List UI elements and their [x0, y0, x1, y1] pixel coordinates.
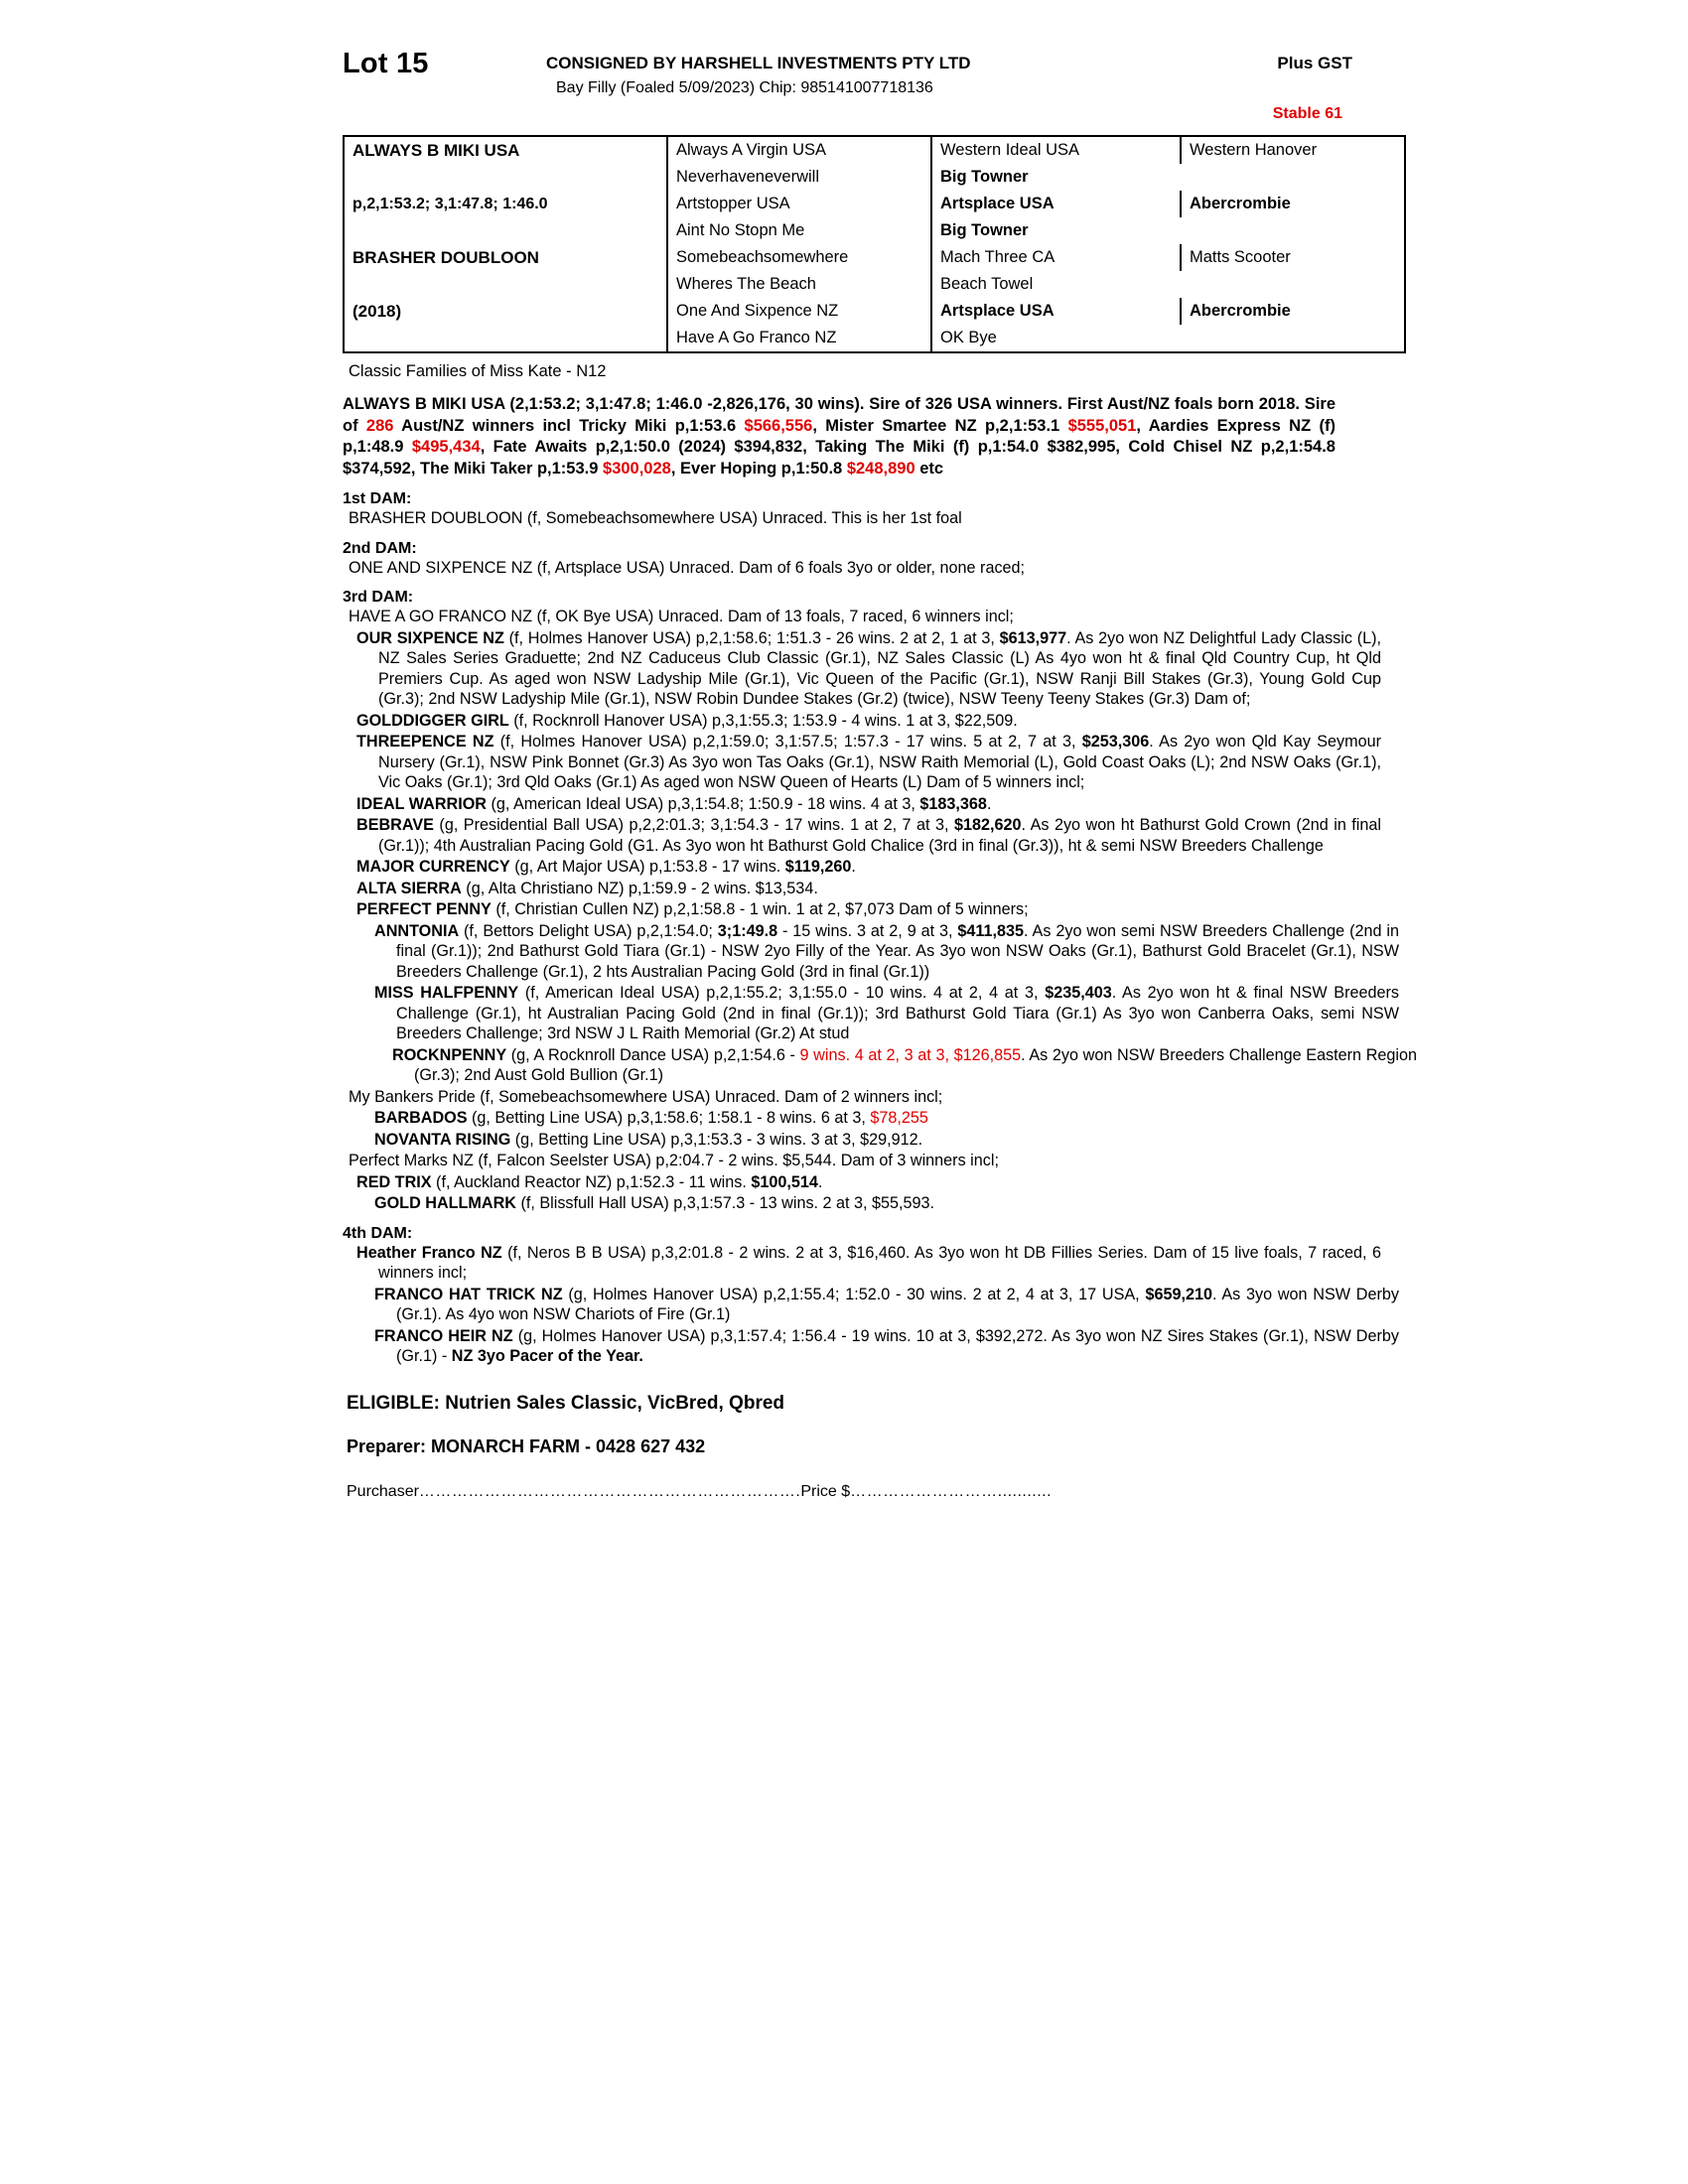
sire-winners-count: 286 [365, 416, 394, 435]
progeny-detail-2: . As 2yo won semi NSW Breeders Challenge (2nd in final (Gr.1)); 2nd Bathurst Gold Tiara (Gr.1) - NSW 2yo Filly of the Year. As 3yo won NSW Oaks (Gr.1), Bathurst Gold Bracelet (Gr.1), NSW Breeders Challenge (Gr.1), 2 hts Australian Pacing Gold (3rd in final (Gr.1)) [396, 921, 1399, 981]
table-row [344, 244, 1405, 271]
pedigree-cell: One And Sixpence NZ [667, 298, 931, 325]
pedigree-sire-cell [344, 136, 667, 191]
progeny-name: PERFECT PENNY [356, 900, 492, 918]
sire-name: ALWAYS B MIKI USA [352, 141, 520, 160]
progeny-name: BARBADOS [374, 1109, 468, 1127]
progeny-detail-2: . As 2yo won NZ Delightful Lady Classic (L), NZ Sales Series Graduette; 2nd NZ Caduceus Club Classic (Gr.1), NZ Sales Classic (L) As 4yo won ht & final Qld Country Cup, ht Qld Premiers Cup. As aged won NSW Ladyship Mile (Gr.1), Vic Queen of the Pacific (Gr.1), NSW Ranji Bill Stakes (Gr.3), Young Gold Cup (Gr.3); 2nd NSW Ladyship Mile (Gr.1), NSW Robin Dundee Stakes (Gr.2) (twice), NSW Teeny Teeny Stakes (Gr.3) Dam of; [378, 628, 1381, 708]
progeny-earnings: $613,977 [999, 628, 1067, 647]
price-label: Price $ [800, 1482, 851, 1500]
earnings-value: $555,051 [1067, 416, 1137, 435]
earnings-value: $495,434 [411, 438, 481, 456]
progeny-major-currency [343, 857, 1381, 878]
pedigree-cell: Western Hanover [1181, 136, 1405, 164]
progeny-detail: (g, A Rocknroll Dance USA) p,2,1:54.6 - [506, 1045, 800, 1064]
pedigree-dam-year-cell [344, 298, 667, 352]
progeny-name: GOLDDIGGER GIRL [356, 711, 509, 730]
progeny-name: FRANCO HEIR NZ [374, 1326, 513, 1345]
fourth-dam-franco-hat-trick [343, 1285, 1399, 1325]
sire-summary-paragraph [343, 394, 1336, 479]
pedigree-cell: Somebeachsomewhere [667, 244, 931, 271]
progeny-name: MAJOR CURRENCY [356, 858, 510, 876]
progeny-earnings: $659,210 [1145, 1285, 1212, 1303]
progeny-bebrave [343, 815, 1381, 856]
progeny-detail: (g, American Ideal USA) p,3,1:54.8; 1:50.9 - 18 wins. 4 at 3, [487, 794, 920, 813]
pedigree-cell: Matts Scooter [1181, 244, 1405, 271]
dam-year: (2018) [352, 302, 402, 321]
sire-performance: p,2,1:53.2; 3,1:47.8; 1:46.0 [352, 196, 548, 212]
progeny-detail: (g, Presidential Ball USA) p,2,2:01.3; 3,1:54.3 - 17 wins. 1 at 2, 7 at 3, [433, 816, 954, 834]
pedigree-sire-perf-cell [344, 191, 667, 244]
progeny-detail: (f, Bettors Delight USA) p,2,1:54.0; [459, 921, 718, 940]
progeny-threepence [343, 732, 1381, 793]
third-dam-header: 3rd DAM: [343, 589, 414, 606]
progeny-detail: (f, Auckland Reactor NZ) p,1:52.3 - 11 wins. [431, 1172, 752, 1191]
progeny-detail: (f, Blissfull Hall USA) p,3,1:57.3 - 13 wins. 2 at 3, $55,593. [515, 1194, 935, 1212]
progeny-name: GOLD HALLMARK [374, 1194, 516, 1212]
pedigree-cell: Big Towner [931, 164, 1181, 191]
progeny-name: BEBRAVE [356, 816, 434, 834]
pedigree-cell: Aint No Stopn Me [667, 217, 931, 244]
progeny-gold-hallmark [343, 1193, 1399, 1214]
progeny-perfect-penny [343, 899, 1381, 920]
pedigree-cell: Big Towner [931, 217, 1181, 244]
pedigree-cell: Wheres The Beach [667, 271, 931, 298]
progeny-detail: (f, Neros B B USA) p,3,2:01.8 - 2 wins. 2 at 3, $16,460. As 3yo won ht DB Fillies Series. Dam of 15 live foals, 7 raced, 6 winners incl; [378, 1243, 1381, 1282]
progeny-award: NZ 3yo Pacer of the Year. [451, 1347, 643, 1365]
pedigree-cell: Artsplace USA [931, 191, 1181, 217]
progeny-miss-halfpenny [343, 983, 1399, 1044]
progeny-detail: (g, Betting Line USA) p,3,1:58.6; 1:58.1 - 8 wins. 6 at 3, [467, 1109, 871, 1127]
progeny-earnings: $253,306 [1081, 733, 1150, 751]
progeny-name: ANNTONIA [374, 921, 460, 940]
progeny-detail-2: . [817, 1172, 823, 1191]
progeny-novanta-rising [343, 1130, 1399, 1151]
sire-text-part: Aust/NZ winners incl Tricky Miki p,1:53.6 [393, 416, 745, 435]
progeny-anntonia [343, 921, 1399, 983]
pedigree-cell: Abercrombie [1181, 191, 1405, 217]
table-row [344, 298, 1405, 325]
progeny-barbados [343, 1108, 1399, 1129]
fourth-dam-heather-franco [343, 1243, 1381, 1284]
progeny-detail: (g, Alta Christiano NZ) p,1:59.9 - 2 wins. $13,534. [461, 879, 818, 897]
progeny-name: MISS HALFPENNY [374, 984, 519, 1002]
pedigree-cell: Have A Go Franco NZ [667, 325, 931, 352]
progeny-golddigger-girl [343, 711, 1381, 732]
pedigree-cell: Western Ideal USA [931, 136, 1181, 164]
stable-number: Stable 61 [1272, 105, 1342, 122]
sire-text-part: , Mister Smartee NZ p,2,1:53.1 [812, 416, 1068, 435]
pedigree-dam-cell [344, 244, 667, 298]
progeny-ideal-warrior [343, 794, 1381, 815]
pedigree-cell: Mach Three CA [931, 244, 1181, 271]
progeny-earnings-highlight: $78,255 [870, 1109, 928, 1127]
progeny-name: IDEAL WARRIOR [356, 794, 488, 813]
sire-text-part: , Aardies Express NZ (f) p,1:48.9 [343, 416, 1336, 456]
sire-text-part: etc [914, 459, 944, 478]
page-header [343, 40, 1360, 131]
pedigree-table [343, 135, 1406, 353]
progeny-detail: (g, Holmes Hanover USA) p,2,1:55.4; 1:52.0 - 30 wins. 2 at 2, 4 at 3, 17 USA, [562, 1285, 1146, 1303]
progeny-earnings: $183,368 [919, 794, 987, 813]
eligible-line: ELIGIBLE: Nutrien Sales Classic, VicBred, Qbred [347, 1392, 785, 1414]
progeny-red-trix [343, 1172, 1381, 1193]
classic-families: Classic Families of Miss Kate - N12 [349, 362, 607, 380]
third-dam-text: HAVE A GO FRANCO NZ (f, OK Bye USA) Unraced. Dam of 13 foals, 7 raced, 6 winners incl; [349, 608, 1014, 625]
progeny-name: OUR SIXPENCE NZ [356, 628, 504, 647]
progeny-detail: (f, Holmes Hanover USA) p,2,1:58.6; 1:51.3 - 26 wins. 2 at 2, 1 at 3, [503, 628, 1000, 647]
sire-text-part: , Fate Awaits p,2,1:50.0 (2024) $394,832, Taking The Miki (f) p,1:54.0 $382,995, Cold Chisel NZ p,2,1:54.8 $374,592, The Miki Taker p,1:53.9 [343, 438, 1336, 478]
progeny-detail-2: . [986, 794, 992, 813]
progeny-name: THREEPENCE NZ [356, 733, 494, 751]
progeny-detail: (f, Rocknroll Hanover USA) p,3,1:55.3; 1:53.9 - 4 wins. 1 at 3, $22,509. [508, 711, 1018, 730]
progeny-name: ALTA SIERRA [356, 879, 462, 897]
pedigree-cell: OK Bye [931, 325, 1181, 352]
horse-description: Bay Filly (Foaled 5/09/2023) Chip: 985141007718136 [556, 79, 933, 96]
preparer-line: Preparer: MONARCH FARM - 0428 627 432 [347, 1435, 706, 1456]
progeny-name: NOVANTA RISING [374, 1130, 511, 1149]
progeny-detail-2: . As 3yo won NSW Derby (Gr.1). As 4yo won NSW Chariots of Fire (Gr.1) [396, 1285, 1399, 1323]
progeny-our-sixpence [343, 628, 1381, 710]
plus-gst-label: Plus GST [1277, 54, 1352, 72]
pedigree-cell: Artstopper USA [667, 191, 931, 217]
purchaser-field[interactable]: ……………………………………………………………. [418, 1482, 801, 1500]
progeny-detail-2: . As 2yo won Qld Kay Seymour Nursery (Gr.1), NSW Pink Bonnet (Gr.3) As 3yo won Tas Oaks (Gr.1), NSW Raith Memorial (L), Gold Coast Oaks (L); 2nd NSW Oaks (Gr.1), Vic Oaks (Gr.1); 3rd Qld Oaks (Gr.1) As aged won NSW Queen of Hearts (L) Dam of 5 winners incl; [378, 733, 1381, 791]
second-dam-text: ONE AND SIXPENCE NZ (f, Artsplace USA) Unraced. Dam of 6 foals 3yo or older, none raced; [349, 558, 1026, 577]
fourth-dam-header: 4th DAM: [343, 1224, 413, 1242]
progeny-earnings: $182,620 [953, 816, 1022, 834]
progeny-detail: (f, American Ideal USA) p,2,1:55.2; 3,1:55.0 - 10 wins. 4 at 2, 4 at 3, [518, 984, 1046, 1002]
purchaser-price-line [347, 1483, 1339, 1501]
earnings-value: $248,890 [846, 459, 915, 478]
consignor-line: CONSIGNED BY HARSHELL INVESTMENTS PTY LTD [546, 54, 971, 72]
progeny-detail-2: . As 2yo won NSW Breeders Challenge Eastern Region (Gr.3); 2nd Aust Gold Bullion (Gr.1) [414, 1045, 1417, 1084]
pedigree-cell: Beach Towel [931, 271, 1181, 298]
price-field[interactable]: ………………………........... [850, 1482, 1053, 1500]
second-dam-header: 2nd DAM: [343, 539, 417, 557]
progeny-perfect-marks: Perfect Marks NZ (f, Falcon Seelster USA) p,2:04.7 - 2 wins. $5,544. Dam of 3 winners incl; [349, 1152, 999, 1169]
sire-text-part: , Ever Hoping p,1:50.8 [670, 459, 847, 478]
lot-number: Lot 15 [343, 48, 429, 79]
progeny-detail: (f, Holmes Hanover USA) p,2,1:59.0; 3,1:57.5; 1:57.3 - 17 wins. 5 at 2, 7 at 3, [493, 733, 1082, 751]
progeny-earnings: $411,835 [957, 921, 1025, 940]
progeny-detail-2: . [851, 858, 856, 876]
dam-name: BRASHER DOUBLOON [352, 248, 539, 267]
earnings-value: $300,028 [603, 459, 671, 478]
progeny-earnings-highlight: 9 wins. 4 at 2, 3 at 3, $126,855 [799, 1045, 1022, 1064]
progeny-name: ROCKNPENNY [392, 1045, 507, 1064]
first-dam-text: BRASHER DOUBLOON (f, Somebeachsomewhere USA) Unraced. This is her 1st foal [349, 509, 962, 527]
progeny-alta-sierra [343, 879, 1381, 899]
progeny-record: 3;1:49.8 [717, 921, 778, 940]
fourth-dam-franco-heir [343, 1326, 1399, 1367]
progeny-earnings: $119,260 [784, 858, 852, 876]
progeny-earnings: $235,403 [1045, 984, 1112, 1002]
progeny-detail: (g, Art Major USA) p,1:53.8 - 17 wins. [509, 858, 785, 876]
pedigree-cell: Artsplace USA [931, 298, 1181, 325]
progeny-earnings: $100,514 [751, 1172, 818, 1191]
progeny-detail-2: . As 2yo won ht Bathurst Gold Crown (2nd in final (Gr.1)); 4th Australian Pacing Gold (G1. As 3yo won ht Bathurst Gold Chalice (3rd in final (Gr.3)), ht & semi NSW Breeders Challenge [378, 816, 1381, 855]
progeny-name: Heather Franco NZ [356, 1243, 502, 1262]
progeny-detail: (f, Christian Cullen NZ) p,2,1:58.8 - 1 win. 1 at 2, $7,073 Dam of 5 winners; [491, 900, 1029, 918]
pedigree-cell: Abercrombie [1181, 298, 1405, 325]
progeny-detail-mid: - 15 wins. 3 at 2, 9 at 3, [777, 921, 958, 940]
progeny-name: RED TRIX [356, 1172, 432, 1191]
progeny-rocknpenny [343, 1045, 1417, 1086]
pedigree-cell: Always A Virgin USA [667, 136, 931, 164]
progeny-name: FRANCO HAT TRICK NZ [374, 1285, 563, 1303]
purchaser-label: Purchaser [347, 1482, 419, 1500]
table-row [344, 191, 1405, 217]
earnings-value: $566,556 [744, 416, 813, 435]
sire-text-part: ALWAYS B MIKI USA (2,1:53.2; 3,1:47.8; 1:46.0 -2,826,176, 30 wins). Sire of 326 USA winners. First Aust/NZ foals born 2018. Sire of [343, 395, 1336, 435]
pedigree-cell: Neverhaveneverwill [667, 164, 931, 191]
first-dam-header: 1st DAM: [343, 490, 412, 507]
table-row [344, 136, 1405, 164]
progeny-detail: (g, Betting Line USA) p,3,1:53.3 - 3 wins. 3 at 3, $29,912. [510, 1130, 923, 1149]
progeny-detail: (g, Holmes Hanover USA) p,3,1:57.4; 1:56.4 - 19 wins. 10 at 3, $392,272. As 3yo won NZ Sires Stakes (Gr.1), NSW Derby (Gr.1) - [396, 1326, 1399, 1365]
progeny-my-bankers-pride: My Bankers Pride (f, Somebeachsomewhere USA) Unraced. Dam of 2 winners incl; [349, 1087, 943, 1106]
progeny-detail-2: . As 2yo won ht & final NSW Breeders Challenge (Gr.1), ht Australian Pacing Gold (2nd in final (Gr.1)); 3rd Bathurst Gold Tiara (Gr.1) As 3yo won Canberra Oaks, semi NSW Breeders Challenge; 3rd NSW J L Raith Memorial (Gr.2) At stud [396, 984, 1399, 1042]
